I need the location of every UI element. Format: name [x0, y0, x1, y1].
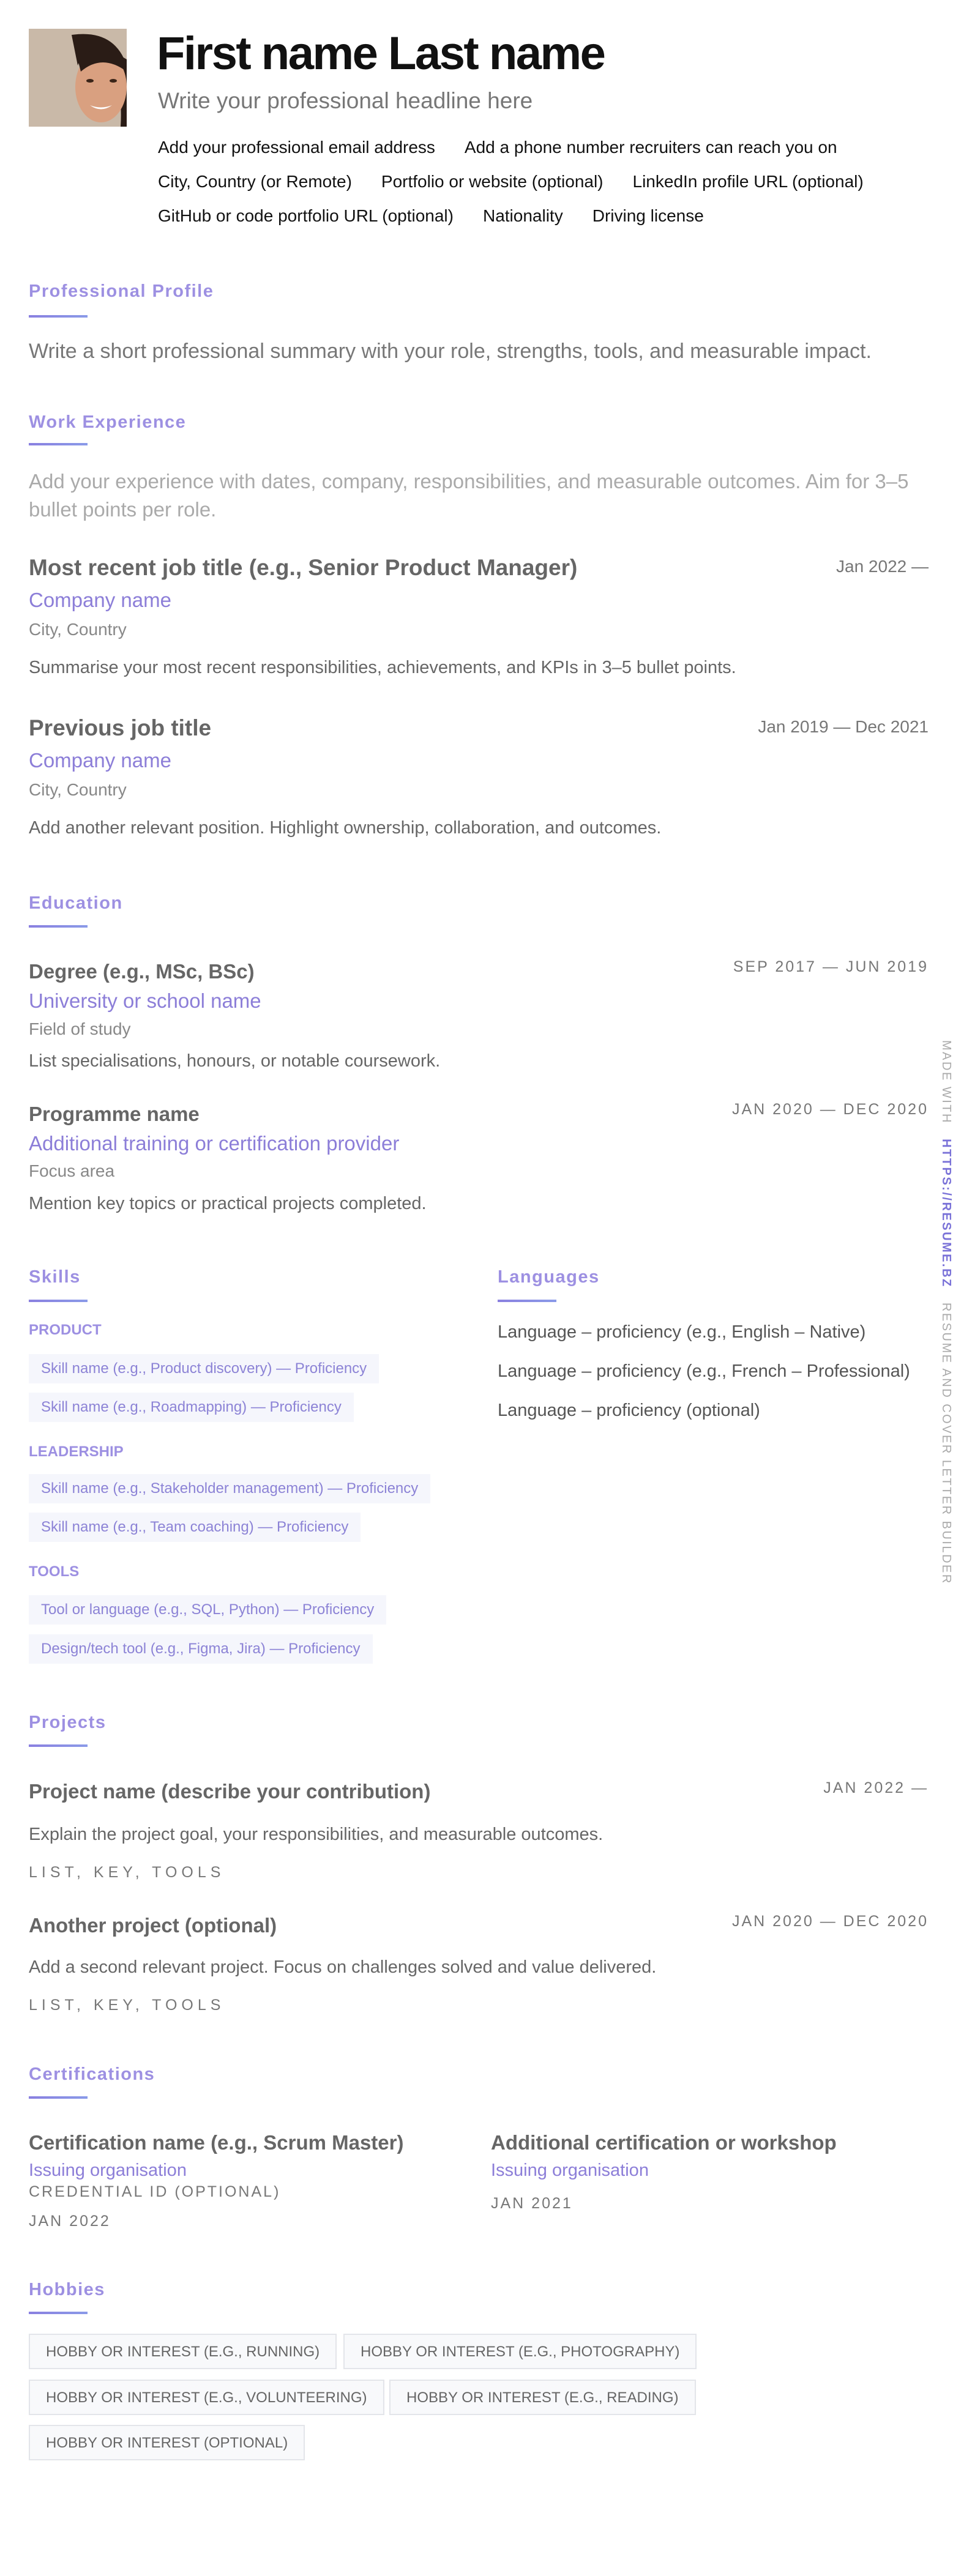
- contact-row: [158, 206, 704, 226]
- job-location: City, Country: [29, 780, 127, 799]
- section-heading-profile: Professional Profile: [29, 281, 214, 301]
- skill-group-label: PRODUCT: [29, 1322, 102, 1338]
- school-name: University or school name: [29, 989, 261, 1012]
- watermark-prefix: MADE WITH: [940, 1040, 953, 1124]
- project-tags: LIST, KEY, TOOLS: [29, 1864, 225, 1881]
- school-name: Additional training or certification provider: [29, 1132, 400, 1155]
- education-description: Mention key topics or practical projects completed.: [29, 1194, 427, 1213]
- watermark-link[interactable]: HTTPS://RESUME.BZ: [940, 1139, 953, 1288]
- certification-date: JAN 2021: [491, 2195, 573, 2212]
- degree-title: Degree (e.g., MSc, BSc): [29, 960, 255, 983]
- certification-title: Additional certification or workshop: [491, 2131, 837, 2154]
- language-item: Language – proficiency (e.g., English – Native): [498, 1322, 866, 1342]
- job-company: Company name: [29, 749, 171, 772]
- section-heading-certifications: Certifications: [29, 2064, 155, 2084]
- contact-row: [158, 172, 864, 192]
- job-title: Previous job title: [29, 715, 212, 740]
- section-heading-hobbies: Hobbies: [29, 2280, 105, 2299]
- hobby-chip: HOBBY OR INTEREST (E.G., VOLUNTEERING): [29, 2380, 384, 2415]
- skill-chip: Skill name (e.g., Stakeholder management) — Proficiency: [29, 1474, 430, 1503]
- contact-row: [158, 138, 837, 157]
- section-divider: [29, 2096, 88, 2099]
- education-dates: JAN 2020 — DEC 2020: [731, 1101, 929, 1118]
- section-divider: [29, 315, 88, 318]
- profile-summary: Write a short professional summary with your role, strengths, tools, and measurable impact.: [29, 340, 872, 363]
- watermark: [939, 1040, 953, 1585]
- certification-issuer: Issuing organisation: [491, 2161, 649, 2180]
- job-company: Company name: [29, 589, 171, 611]
- job-title: Most recent job title (e.g., Senior Product Manager): [29, 555, 578, 580]
- skill-chip: Design/tech tool (e.g., Figma, Jira) — Proficiency: [29, 1634, 373, 1664]
- contact-phone[interactable]: Add a phone number recruiters can reach you on: [464, 138, 837, 157]
- skill-chip: Skill name (e.g., Roadmapping) — Proficiency: [29, 1393, 354, 1422]
- language-item: Language – proficiency (e.g., French – Professional): [498, 1361, 910, 1381]
- section-heading-languages: Languages: [498, 1267, 600, 1287]
- certification-title: Certification name (e.g., Scrum Master): [29, 2131, 404, 2154]
- profile-photo: [29, 29, 127, 127]
- contact-linkedin[interactable]: LinkedIn profile URL (optional): [632, 172, 864, 191]
- skill-group-label: TOOLS: [29, 1563, 80, 1580]
- project-description: Explain the project goal, your responsibilities, and measurable outcomes.: [29, 1825, 604, 1844]
- full-name: First name Last name: [157, 28, 605, 80]
- section-divider: [29, 443, 88, 445]
- headline: Write your professional headline here: [158, 88, 533, 113]
- section-heading-projects: Projects: [29, 1713, 107, 1732]
- project-dates: JAN 2022 —: [823, 1779, 929, 1796]
- work-intro: [29, 467, 947, 524]
- language-item: Language – proficiency (optional): [498, 1401, 760, 1420]
- contact-github[interactable]: GitHub or code portfolio URL (optional): [158, 206, 454, 225]
- degree-title: Programme name: [29, 1103, 200, 1125]
- contact-website[interactable]: Portfolio or website (optional): [381, 172, 604, 191]
- skill-chip: Skill name (e.g., Team coaching) — Proficiency: [29, 1513, 361, 1542]
- hobby-chip: HOBBY OR INTEREST (E.G., RUNNING): [29, 2334, 337, 2369]
- contact-location: City, Country (or Remote): [158, 172, 352, 191]
- project-title: Project name (describe your contribution): [29, 1780, 431, 1803]
- section-heading-skills: Skills: [29, 1267, 81, 1287]
- job-dates: Jan 2019 — Dec 2021: [758, 717, 929, 736]
- project-title: Another project (optional): [29, 1914, 277, 1937]
- hobby-chip: HOBBY OR INTEREST (E.G., READING): [389, 2380, 696, 2415]
- hobby-chip: HOBBY OR INTEREST (OPTIONAL): [29, 2425, 305, 2460]
- contact-email[interactable]: Add your professional email address: [158, 138, 435, 157]
- project-description: Add a second relevant project. Focus on challenges solved and value delivered.: [29, 1957, 657, 1977]
- section-divider: [29, 1744, 88, 1747]
- work-intro-line: Add your experience with dates, company, responsibilities, and measurable outcomes. Aim for 3–5: [29, 470, 909, 493]
- education-description: List specialisations, honours, or notable coursework.: [29, 1051, 441, 1071]
- section-divider: [29, 1300, 88, 1302]
- portrait-image: [29, 29, 127, 127]
- section-divider: [498, 1300, 556, 1302]
- skill-group-label: LEADERSHIP: [29, 1443, 124, 1460]
- section-heading-education: Education: [29, 893, 123, 913]
- credential-id: CREDENTIAL ID (OPTIONAL): [29, 2183, 281, 2200]
- watermark-suffix: RESUME AND COVER LETTER BUILDER: [940, 1302, 953, 1585]
- section-heading-work: Work Experience: [29, 412, 187, 432]
- certification-date: JAN 2022: [29, 2213, 111, 2230]
- job-location: City, Country: [29, 620, 127, 639]
- field-of-study: Focus area: [29, 1161, 115, 1180]
- skill-chip: Tool or language (e.g., SQL, Python) — Proficiency: [29, 1595, 386, 1625]
- section-divider: [29, 925, 88, 928]
- certification-issuer: Issuing organisation: [29, 2161, 187, 2180]
- project-dates: JAN 2020 — DEC 2020: [731, 1913, 929, 1930]
- skill-chip: Skill name (e.g., Product discovery) — Proficiency: [29, 1354, 379, 1383]
- hobby-chip: HOBBY OR INTEREST (E.G., PHOTOGRAPHY): [343, 2334, 697, 2369]
- contact-driving-license: Driving license: [592, 206, 704, 225]
- education-dates: SEP 2017 — JUN 2019: [733, 958, 929, 975]
- contact-nationality: Nationality: [482, 206, 563, 225]
- work-intro-line: bullet points per role.: [29, 498, 217, 521]
- job-description: Add another relevant position. Highlight ownership, collaboration, and outcomes.: [29, 818, 662, 838]
- job-description: Summarise your most recent responsibilities, achievements, and KPIs in 3–5 bullet points.: [29, 658, 736, 677]
- job-dates: Jan 2022 —: [836, 557, 929, 576]
- project-tags: LIST, KEY, TOOLS: [29, 1997, 225, 2014]
- field-of-study: Field of study: [29, 1019, 131, 1038]
- section-divider: [29, 2312, 88, 2314]
